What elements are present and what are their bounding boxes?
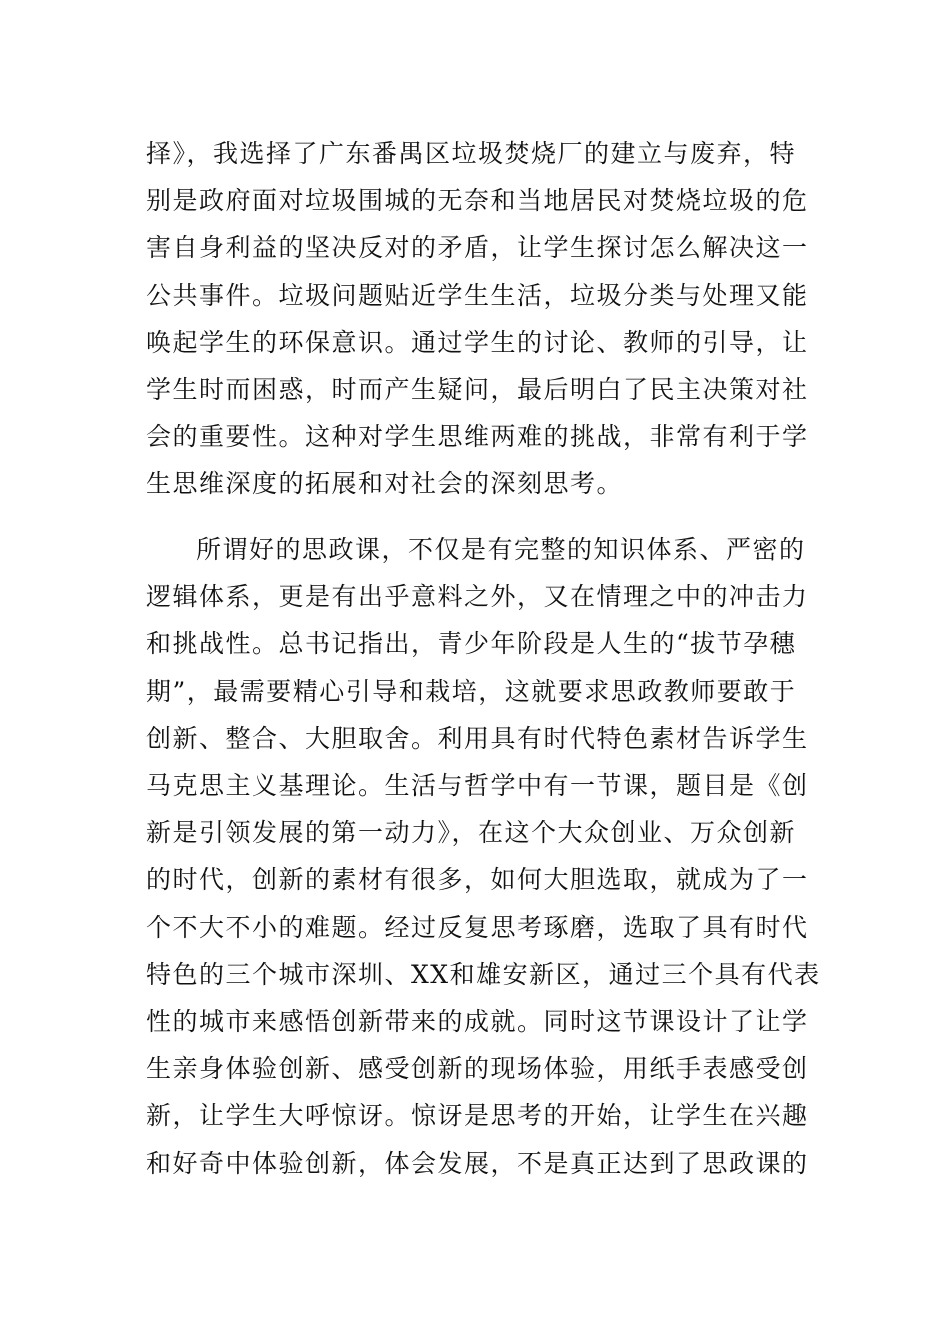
text-line: 唤起学生的环保意识。通过学生的讨论、教师的引导，让	[146, 328, 809, 357]
text-line: 逻辑体系，更是有出乎意料之外，又在情理之中的冲击力	[146, 582, 809, 611]
text-line: 新是引领发展的第一动力》，在这个大众创业、万众创新	[146, 818, 797, 847]
paragraph-first-line: 所谓好的思政课，不仅是有完整的知识体系、严密的	[196, 535, 806, 564]
text-line: 个不大不小的难题。经过反复思考琢磨，选取了具有时代	[146, 913, 809, 942]
text-line: 的时代，创新的素材有很多，如何大胆选取，就成为了一	[146, 865, 809, 894]
text-line: 新，让学生大呼惊讶。惊讶是思考的开始，让学生在兴趣	[146, 1101, 809, 1130]
text-line: 和好奇中体验创新，体会发展，不是真正达到了思政课的	[146, 1149, 809, 1178]
text-line: 马克思主义基理论。生活与哲学中有一节课，题目是《创	[146, 771, 809, 800]
text-line: 创新、整合、大胆取舍。利用具有时代特色素材告诉学生	[146, 724, 809, 753]
text-line: 公共事件。垃圾问题贴近学生生活，垃圾分类与处理又能	[146, 281, 809, 310]
text-line: 和挑战性。总书记指出，青少年阶段是人生的“拔节孕穗	[146, 629, 797, 658]
text-line: 会的重要性。这种对学生思维两难的挑战，非常有利于学	[146, 422, 809, 451]
text-line: 期”，最需要精心引导和栽培，这就要求思政教师要敢于	[146, 677, 797, 706]
text-line: 学生时而困惑，时而产生疑问，最后明白了民主决策对社	[146, 375, 809, 404]
text-line: 性的城市来感悟创新带来的成就。同时这节课设计了让学	[146, 1007, 809, 1036]
text-line: 择》，我选择了广东番禺区垃圾焚烧厂的建立与废弃，特	[146, 139, 797, 168]
text-line: 生思维深度的拓展和对社会的深刻思考。	[146, 469, 624, 498]
text-line: 特色的三个城市深圳、XX和雄安新区，通过三个具有代表	[146, 960, 821, 989]
text-line: 生亲身体验创新、感受创新的现场体验，用纸手表感受创	[146, 1054, 809, 1083]
text-line: 别是政府面对垃圾围城的无奈和当地居民对焚烧垃圾的危	[146, 186, 809, 215]
text-line: 害自身利益的坚决反对的矛盾，让学生探讨怎么解决这一	[146, 233, 809, 262]
